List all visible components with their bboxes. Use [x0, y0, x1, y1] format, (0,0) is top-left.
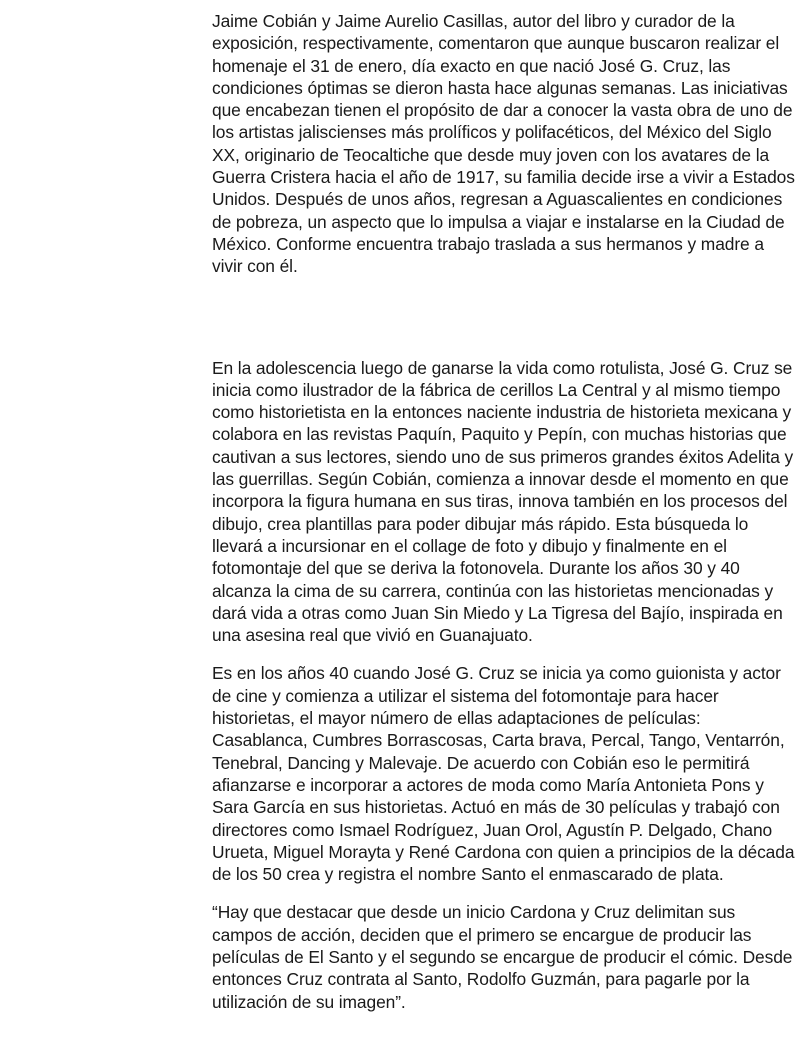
article-paragraph: Es en los años 40 cuando José G. Cruz se inicia ya como guionista y actor de cine y comienza a utilizar el sistema del fotomontaje para hacer historietas, el mayor número de ellas adaptaciones de películas: Casablanca, Cumbres Borrascosas, Carta brava, Percal, Tango, Ventarrón, Tenebral, Dancing y Malevaje. De acuerdo con Cobián eso le permitirá afianzarse e incorporar a actores de moda como María Antonieta Pons y Sara García en sus historietas. Actuó en más de 30 películas y trabajó con directores como Ismael Rodríguez, Juan Orol, Agustín P. Delgado, Chano Urueta, Miguel Morayta y René Cardona con quien a principios de la década de los 50 crea y registra el nombre Santo el enmascarado de plata. [212, 663, 795, 885]
article-paragraph: En la adolescencia luego de ganarse la vida como rotulista, José G. Cruz se inicia como ilustrador de la fábrica de cerillos La Central y al mismo tiempo como historietista en la entonces naciente industria de historieta mexicana y colabora en las revistas Paquín, Paquito y Pepín, con muchas historias que cautivan a sus lectores, siendo uno de sus primeros grandes éxitos Adelita y las guerrillas. Según Cobián, comienza a innovar desde el momento en que incorpora la figura humana en sus tiras, innova también en los procesos del dibujo, crea plantillas para poder dibujar más rápido. Esta búsqueda lo llevará a incursionar en el collage de foto y dibujo y finalmente en el fotomontaje del que se deriva la fotonovela. Durante los años 30 y 40 alcanza la cima de su carrera, continúa con las historietas mencionadas y dará vida a otras como Juan Sin Miedo y La Tigresa del Bajío, inspirada en una asesina real que vivió en Guanajuato. [212, 357, 794, 646]
article-paragraph: Jaime Cobián y Jaime Aurelio Casillas, autor del libro y curador de la exposición, respectivamente, comentaron que aunque buscaron realizar el homenaje el 31 de enero, día exacto en que nació José G. Cruz, las condiciones óptimas se dieron hasta hace algunas semanas. Las iniciativas que encabezan tienen el propósito de dar a conocer la vasta obra de uno de los artistas jaliscienses más prolíficos y polifacéticos, del México del Siglo XX, originario de Teocaltiche que desde muy joven con los avatares de la Guerra Cristera hacia el año de 1917, su familia decide irse a vivir a Estados Unidos. Después de unos años, regresan a Aguascalientes en condiciones de pobreza, un aspecto que lo impulsa a viajar e instalarse en la Ciudad de México. Conforme encuentra trabajo traslada a sus hermanos y madre a vivir con él. [212, 11, 795, 277]
article-body [212, 10, 795, 1013]
article-quote-paragraph: “Hay que destacar que desde un inicio Cardona y Cruz delimitan sus campos de acción, deciden que el primero se encargue de producir las películas de El Santo y el segundo se encargue de producir el cómic. Desde entonces Cruz contrata al Santo, Rodolfo Guzmán, para pagarle por la utilización de su imagen”. [212, 902, 793, 1012]
